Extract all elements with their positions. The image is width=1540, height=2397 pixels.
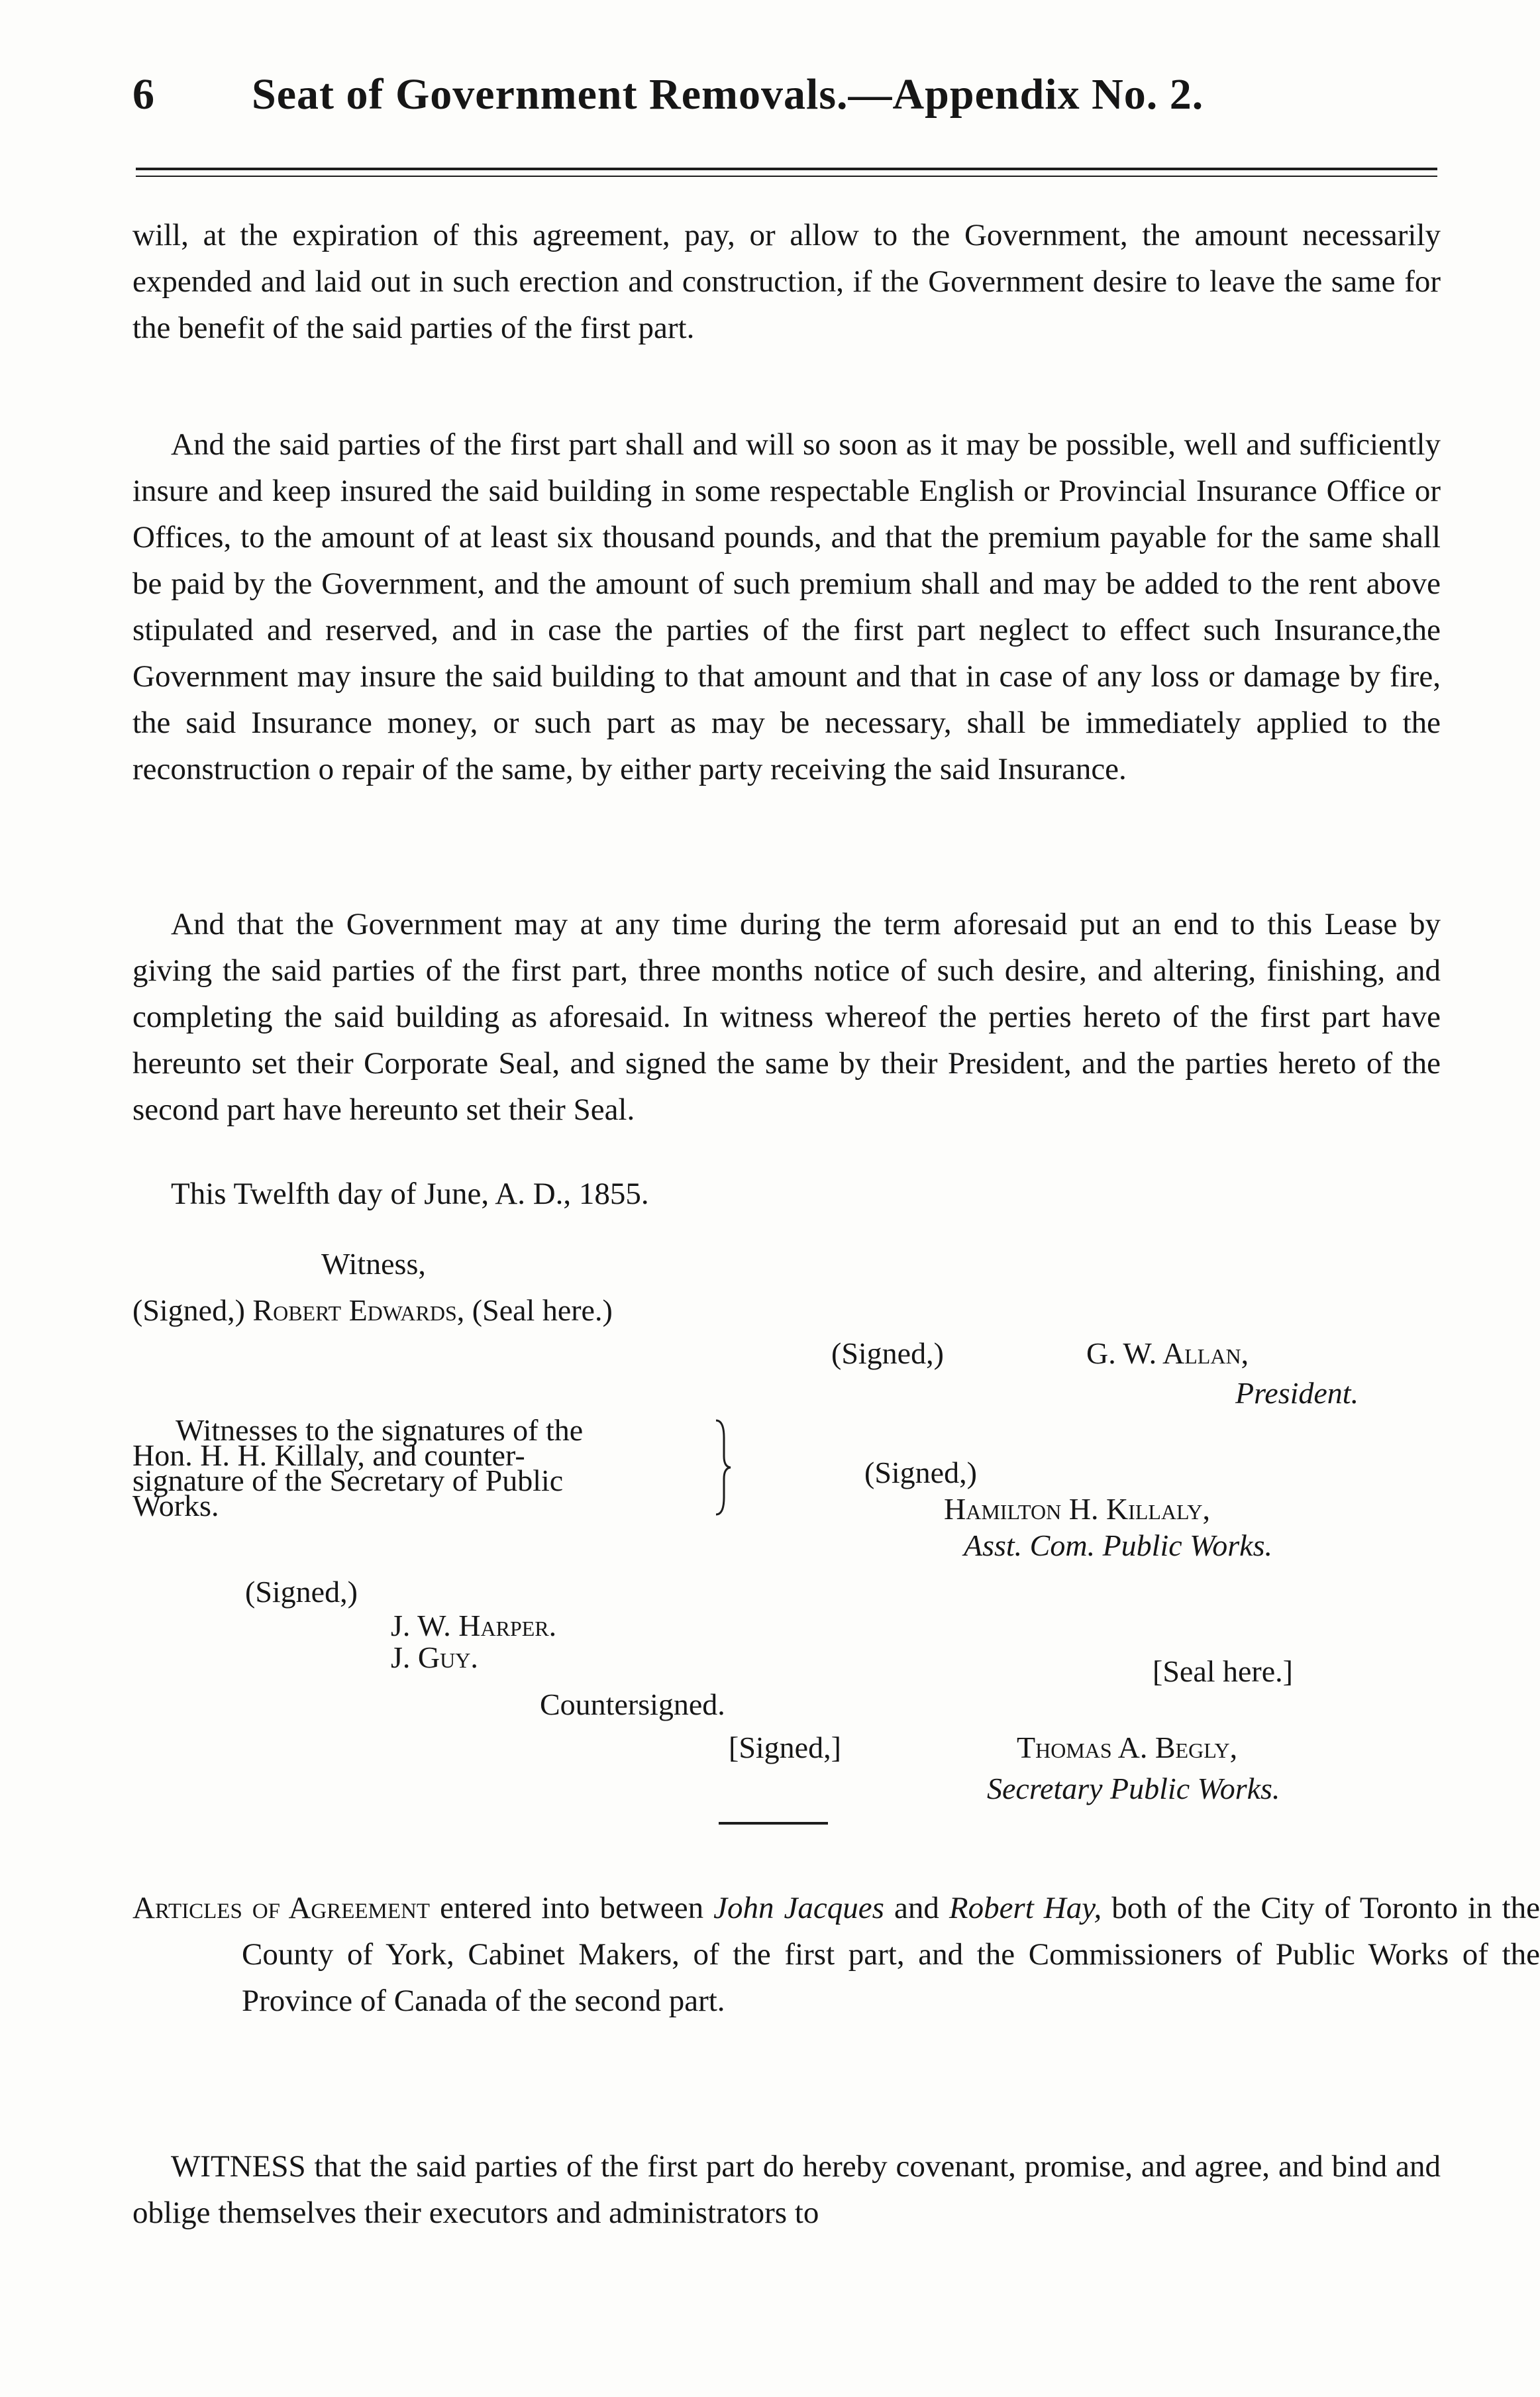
- running-title: Seat of Government Removals.—Appendix No. 2.: [252, 70, 1204, 119]
- party-name: Robert Hay,: [949, 1891, 1102, 1925]
- signed-label: [Signed,]: [729, 1731, 841, 1764]
- begly-title: Secretary Public Works.: [987, 1772, 1280, 1805]
- seal-here-label: (Seal here.): [472, 1293, 613, 1327]
- header-rule-thick: [136, 168, 1437, 170]
- paragraph-witness: WITNESS that the said parties of the first part do hereby covenant, promise, and agree, and bind and oblige themselves their executors and administrators to: [132, 2149, 1441, 2230]
- allan-title: President.: [1235, 1376, 1359, 1410]
- dated-line: This Twelfth day of June, A. D., 1855.: [171, 1177, 649, 1211]
- articles-of-agreement: [132, 1885, 1540, 2024]
- articles-text: entered into between: [440, 1891, 704, 1925]
- signed-label: (Signed,): [864, 1456, 977, 1489]
- paragraph-1: will, at the expiration of this agreement, pay, or allow to the Government, the amount necessarily expended and laid out in such erection and construction, if the Government desire to leave the same for the benefit of the said parties of the first part.: [132, 218, 1441, 345]
- header-rule-thin: [136, 176, 1437, 177]
- curly-brace-icon: [712, 1418, 732, 1517]
- begly-name: Thomas A. Begly,: [1017, 1731, 1238, 1764]
- witnesses-line-2: Hon. H. H. Killaly, and counter-: [132, 1438, 525, 1472]
- robert-edwards-line: [132, 1292, 613, 1329]
- harper-name: J. W. Harper.: [391, 1609, 557, 1642]
- robert-edwards-name: Robert Edwards,: [252, 1293, 465, 1327]
- witnesses-line-3: signature of the Secretary of Public: [132, 1464, 564, 1497]
- signed-label: (Signed,): [245, 1575, 358, 1609]
- allan-name: G. W. Allan,: [1086, 1336, 1249, 1370]
- guy-name: J. Guy.: [391, 1640, 478, 1674]
- witnesses-line-1: Witnesses to the signatures of the: [176, 1413, 584, 1447]
- articles-text: both of the City of Toronto in the County of York, Cabinet Makers, of the first part, and the Commissioners of Public Works of the Province of Canada of the second part.: [242, 1891, 1540, 2018]
- killaly-title: Asst. Com. Public Works.: [964, 1528, 1272, 1562]
- party-name: John Jacques: [713, 1891, 884, 1925]
- articles-text: and: [894, 1891, 939, 1925]
- seal-here-label: [Seal here.]: [1153, 1654, 1293, 1688]
- page-header: [132, 70, 1437, 136]
- paragraph-2: And the said parties of the first part shall and will so soon as it may be possible, well and sufficiently insure and keep insured the said building in some respectable English or Provincial Insurance Office or Offices, to the amount of at least six thousand pounds, and that the premium payable for the same shall be paid by the Government, and the amount of such premium shall and may be added to the rent above stipulated and reserved, and in case the parties of the first part neglect to effect such Insurance,the Government may insure the said building to that amount and that in case of any loss or damage by fire, the said Insurance money, or such part as may be necessary, shall be immediately applied to the reconstruction o repair of the same, by either party receiving the said Insurance.: [132, 427, 1441, 786]
- countersigned-label: Countersigned.: [540, 1687, 725, 1721]
- signed-label: (Signed,): [831, 1336, 944, 1370]
- witness-label: Witness,: [321, 1247, 426, 1281]
- articles-heading: Articles of Agreement: [132, 1891, 431, 1925]
- page-number: 6: [132, 70, 154, 119]
- paragraph-3: And that the Government may at any time during the term aforesaid put an end to this Lease by giving the said parties of the first part, three months notice of such desire, and altering, finishing, and completing the said building as aforesaid. In witness whereof the perties hereto of the first part have hereunto set their Corporate Seal, and signed the same by their President, and the parties hereto of the second part have hereunto set their Seal.: [132, 907, 1441, 1127]
- section-divider: [719, 1822, 828, 1825]
- witnesses-line-4: Works.: [132, 1489, 219, 1522]
- signed-label: (Signed,): [132, 1293, 245, 1327]
- killaly-name: Hamilton H. Killaly,: [944, 1492, 1210, 1526]
